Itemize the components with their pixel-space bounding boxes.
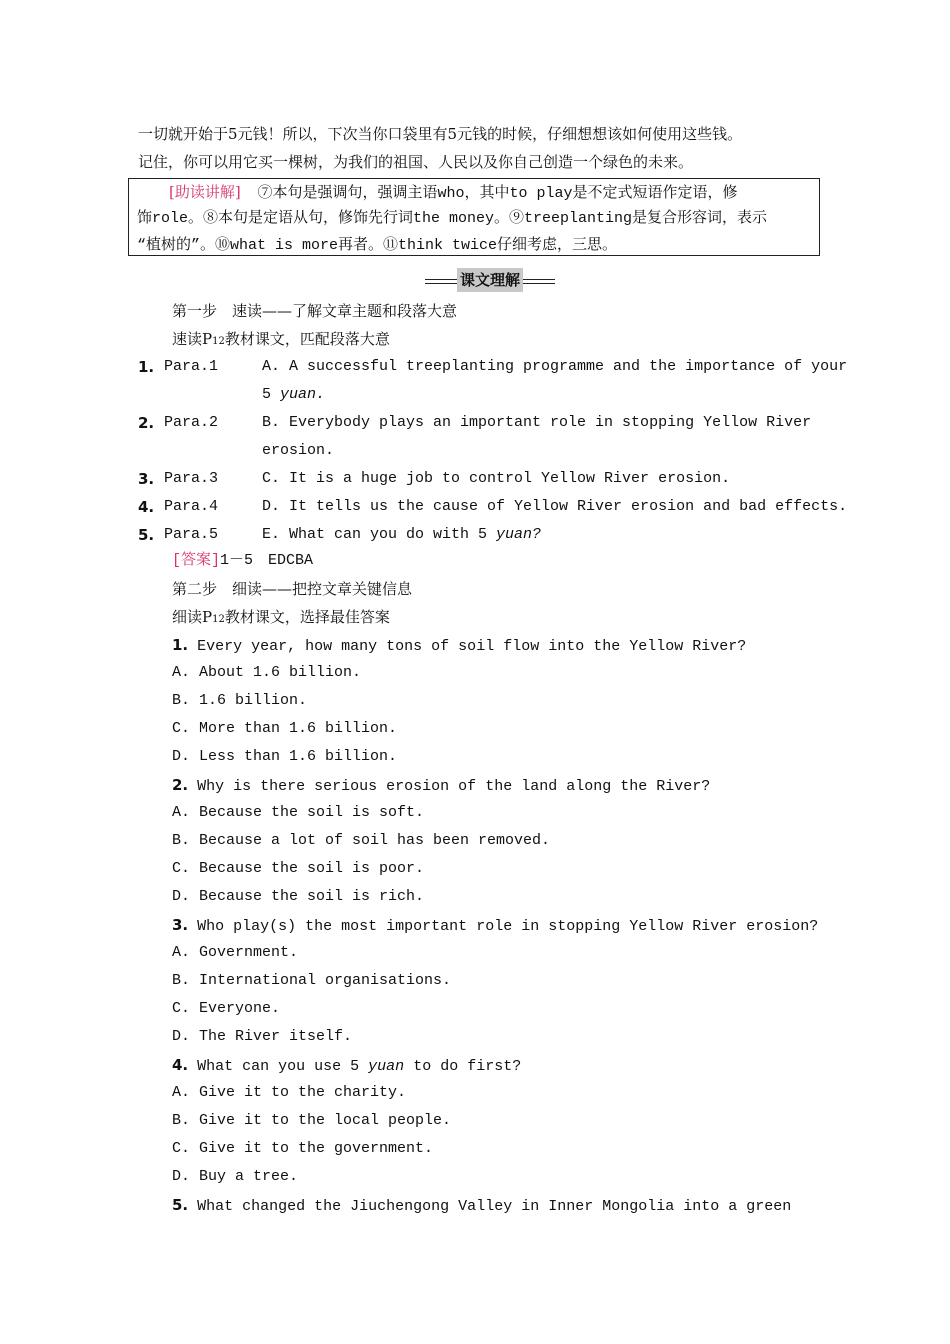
matching-text: E. What can you do with 5 yuan? [262, 526, 542, 543]
help-line-1: ⑦本句是强调句，强调主语who，其中to play是不定式短语作定语，修 [257, 185, 738, 202]
section-title: 课文理解 [457, 268, 523, 292]
matching-number: 1. [138, 358, 155, 376]
matching-text: B. Everybody plays an important role in stopping Yellow River [262, 414, 812, 431]
answer-option: C. Give it to the government. [172, 1140, 434, 1157]
question-number: 2. [172, 776, 189, 794]
help-line-3: “植树的”。⑩what is more再者。⑪think twice仔细考虑，三思。 [137, 237, 618, 254]
section-heading [425, 268, 555, 292]
matching-number: 2. [138, 414, 155, 432]
step2-instruction: 细读P12教材课文，选择最佳答案 [172, 608, 390, 626]
question-text: What can you use 5 yuan to do first? [188, 1058, 522, 1075]
answer-option: A. Government. [172, 944, 299, 961]
answer-option: A. Because the soil is soft. [172, 804, 425, 821]
step1-instruction: 速读P12教材课文，匹配段落大意 [172, 330, 390, 348]
question-line [172, 915, 818, 937]
answer-option: C. Because the soil is poor. [172, 860, 425, 877]
answer-option: D. Because the soil is rich. [172, 888, 425, 905]
question-text: Why is there serious erosion of the land along the River? [188, 778, 711, 795]
question-text: Who play(s) the most important role in stopping Yellow River erosion? [188, 918, 819, 935]
answer-option: C. Everyone. [172, 1000, 281, 1017]
answer-option: A. About 1.6 billion. [172, 664, 362, 681]
matching-para: Para.1 [164, 358, 219, 375]
step2-title: 第二步 细读——把控文章关键信息 [172, 580, 413, 598]
matching-text: C. It is a huge job to control Yellow River erosion. [262, 470, 731, 487]
answer-tag: [答案] [172, 552, 221, 569]
question-number: 1. [172, 636, 189, 654]
matching-text: A. A successful treeplanting programme and the importance of your [262, 358, 848, 375]
answer-option: C. More than 1.6 billion. [172, 720, 398, 737]
matching-para: Para.4 [164, 498, 219, 515]
answer-option: D. Less than 1.6 billion. [172, 748, 398, 765]
question-line [172, 635, 746, 657]
answer-option: B. Because a lot of soil has been removed. [172, 832, 551, 849]
matching-text: D. It tells us the cause of Yellow River erosion and bad effects. [262, 498, 848, 515]
question-line [172, 1195, 791, 1217]
matching-number: 3. [138, 470, 155, 488]
question-number: 4. [172, 1056, 189, 1074]
matching-number: 5. [138, 526, 155, 544]
matching-text-cont: erosion. [262, 442, 335, 459]
help-box [128, 178, 820, 256]
answer-line [172, 551, 313, 571]
answer-option: B. Give it to the local people. [172, 1112, 452, 1129]
matching-para: Para.2 [164, 414, 219, 431]
matching-para: Para.5 [164, 526, 219, 543]
step1-title: 第一步 速读——了解文章主题和段落大意 [172, 302, 458, 320]
matching-text-cont: 5 yuan. [262, 386, 326, 403]
matching-number: 4. [138, 498, 155, 516]
question-text: Every year, how many tons of soil flow into the Yellow River? [188, 638, 747, 655]
question-number: 5. [172, 1196, 189, 1214]
question-line [172, 1055, 521, 1077]
question-line [172, 775, 710, 797]
question-text: What changed the Jiuchengong Valley in Inner Mongolia into a green [188, 1198, 792, 1215]
answer-option: A. Give it to the charity. [172, 1084, 407, 1101]
question-number: 3. [172, 916, 189, 934]
help-tag: [助读讲解] [169, 183, 241, 201]
answer-option: B. 1.6 billion. [172, 692, 308, 709]
heading-bar-left [425, 279, 457, 284]
answer-option: D. Buy a tree. [172, 1168, 299, 1185]
answer-text: 1－5 EDCBA [220, 552, 314, 569]
help-line-2: 饰role。⑧本句是定语从句，修饰先行词the money。⑨treeplanting是复合形容词，表示 [137, 210, 768, 227]
matching-para: Para.3 [164, 470, 219, 487]
intro-line-2: 记住，你可以用它买一棵树，为我们的祖国、人民以及你自己创造一个绿色的未来。 [138, 153, 694, 171]
answer-option: B. International organisations. [172, 972, 452, 989]
heading-bar-right [523, 279, 555, 284]
intro-line-1: 一切就开始于5元钱！所以，下次当你口袋里有5元钱的时候，仔细想想该如何使用这些钱。 [138, 125, 743, 143]
answer-option: D. The River itself. [172, 1028, 353, 1045]
